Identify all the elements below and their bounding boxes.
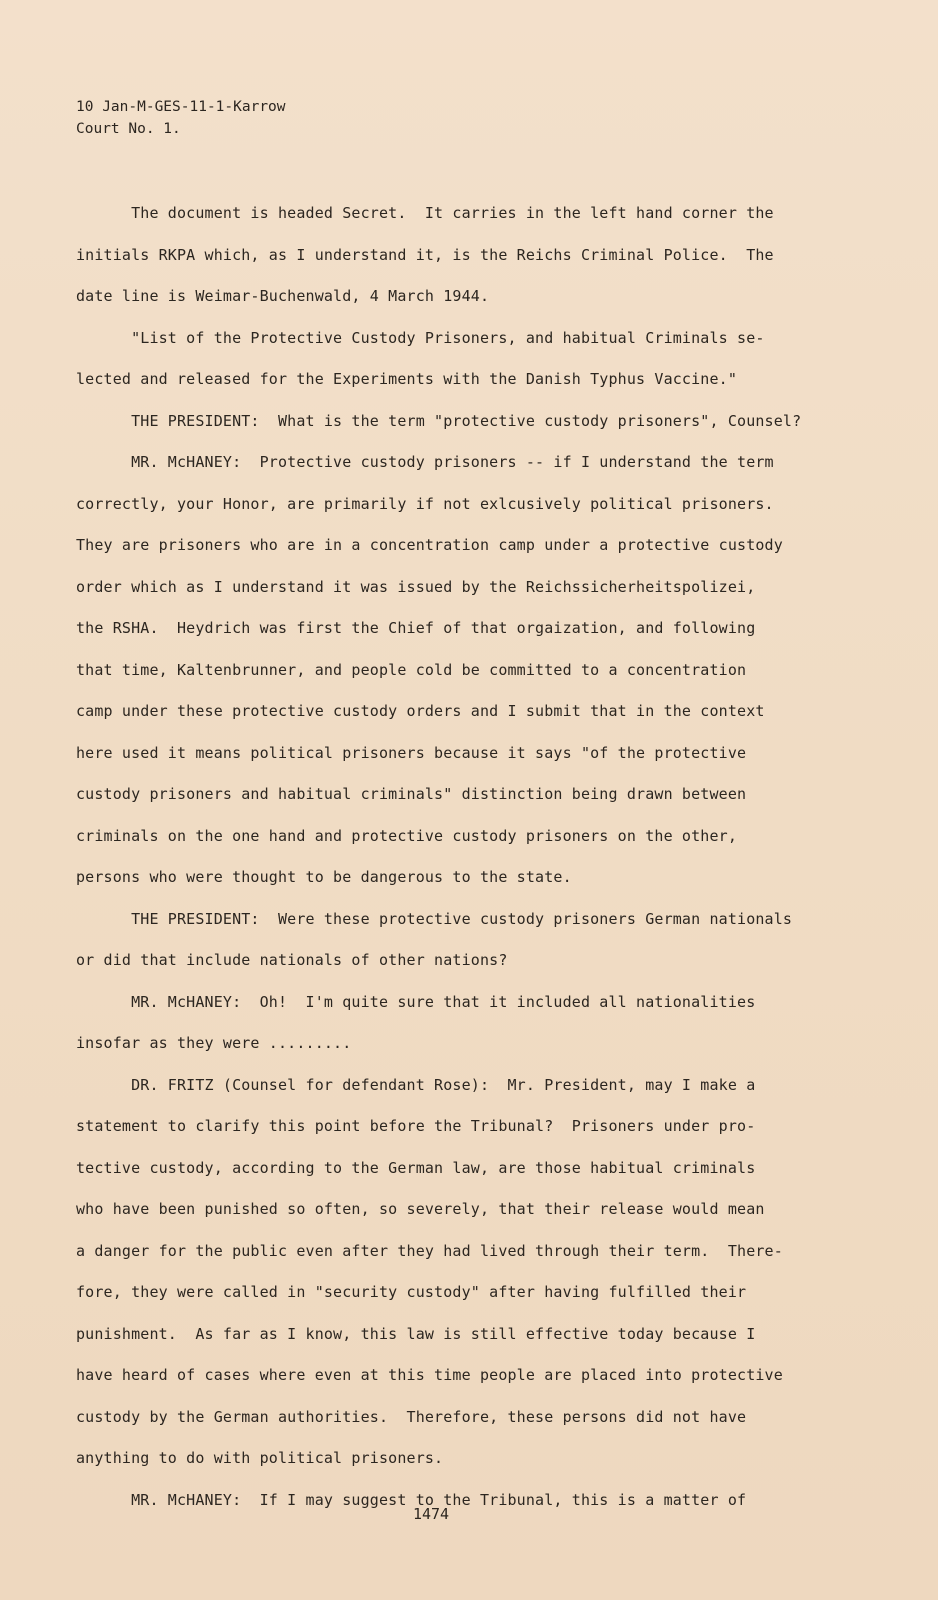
- page-number-text: 1474: [412, 1505, 450, 1523]
- transcript-line: who have been punished so often, so severely, that their release would mean: [76, 1200, 765, 1218]
- transcript-line: MR. McHANEY: Oh! I'm quite sure that it included all nationalities: [76, 992, 756, 1011]
- transcript-line: have heard of cases where even at this time people are placed into protective: [76, 1366, 783, 1384]
- document-header: [76, 96, 286, 140]
- transcript-line: THE PRESIDENT: Were these protective custody prisoners German nationals: [76, 909, 793, 928]
- transcript-line: DR. FRITZ (Counsel for defendant Rose): Mr. President, may I make a: [76, 1075, 756, 1094]
- transcript-line: custody prisoners and habitual criminals" distinction being drawn between: [76, 785, 747, 803]
- transcript-line: that time, Kaltenbrunner, and people cold be committed to a concentration: [76, 660, 747, 679]
- transcript-line: The document is headed Secret. It carries in the left hand corner the: [76, 204, 774, 222]
- transcript-line: a danger for the public even after they had lived through their term. There-: [76, 1241, 783, 1260]
- transcript-body: [76, 198, 866, 1526]
- transcript-line: MR. McHANEY: Protective custody prisoners -- if I understand the term: [76, 453, 774, 471]
- transcript-line: anything to do with political prisoners.: [76, 1449, 444, 1467]
- transcript-line: statement to clarify this point before the Tribunal? Prisoners under pro-: [76, 1117, 756, 1135]
- transcript-line: fore, they were called in "security custody" after having fulfilled their: [76, 1283, 747, 1301]
- transcript-line: tective custody, according to the German law, are those habitual criminals: [76, 1158, 756, 1177]
- header-case-reference: 10 Jan-M-GES-11-1-Karrow: [76, 99, 286, 115]
- transcript-line: They are prisoners who are in a concentration camp under a protective custody: [76, 536, 783, 554]
- transcript-line: lected and released for the Experiments with the Danish Typhus Vaccine.": [76, 370, 738, 388]
- transcript-line: here used it means political prisoners because it says "of the protective: [76, 743, 747, 762]
- header-court-number: Court No. 1.: [76, 121, 181, 137]
- transcript-line: correctly, your Honor, are primarily if not exlcusively political prisoners.: [76, 494, 774, 513]
- transcript-line: persons who were thought to be dangerous to the state.: [76, 868, 572, 886]
- transcript-line: THE PRESIDENT: What is the term "protective custody prisoners", Counsel?: [76, 411, 802, 430]
- transcript-line: date line is Weimar-Buchenwald, 4 March 1944.: [76, 287, 490, 305]
- transcript-line: "List of the Protective Custody Prisoners, and habitual Criminals se-: [76, 328, 765, 347]
- transcript-line: insofar as they were .........: [76, 1034, 352, 1052]
- transcript-line: initials RKPA which, as I understand it, is the Reichs Criminal Police. The: [76, 245, 774, 264]
- transcript-line: order which as I understand it was issued by the Reichssicherheitspolizei,: [76, 577, 756, 596]
- transcript-line: camp under these protective custody orders and I submit that in the context: [76, 702, 765, 720]
- transcript-line: punishment. As far as I know, this law is still effective today because I: [76, 1324, 756, 1343]
- transcript-line: custody by the German authorities. Therefore, these persons did not have: [76, 1407, 747, 1426]
- transcript-line: MR. McHANEY: If I may suggest to the Tribunal, this is a matter of: [76, 1490, 747, 1509]
- transcript-line: criminals on the one hand and protective custody prisoners on the other,: [76, 826, 738, 845]
- transcript-line: or did that include nationals of other nations?: [76, 951, 508, 969]
- page-number: [0, 1505, 938, 1523]
- transcript-line: the RSHA. Heydrich was first the Chief of that orgaization, and following: [76, 619, 756, 637]
